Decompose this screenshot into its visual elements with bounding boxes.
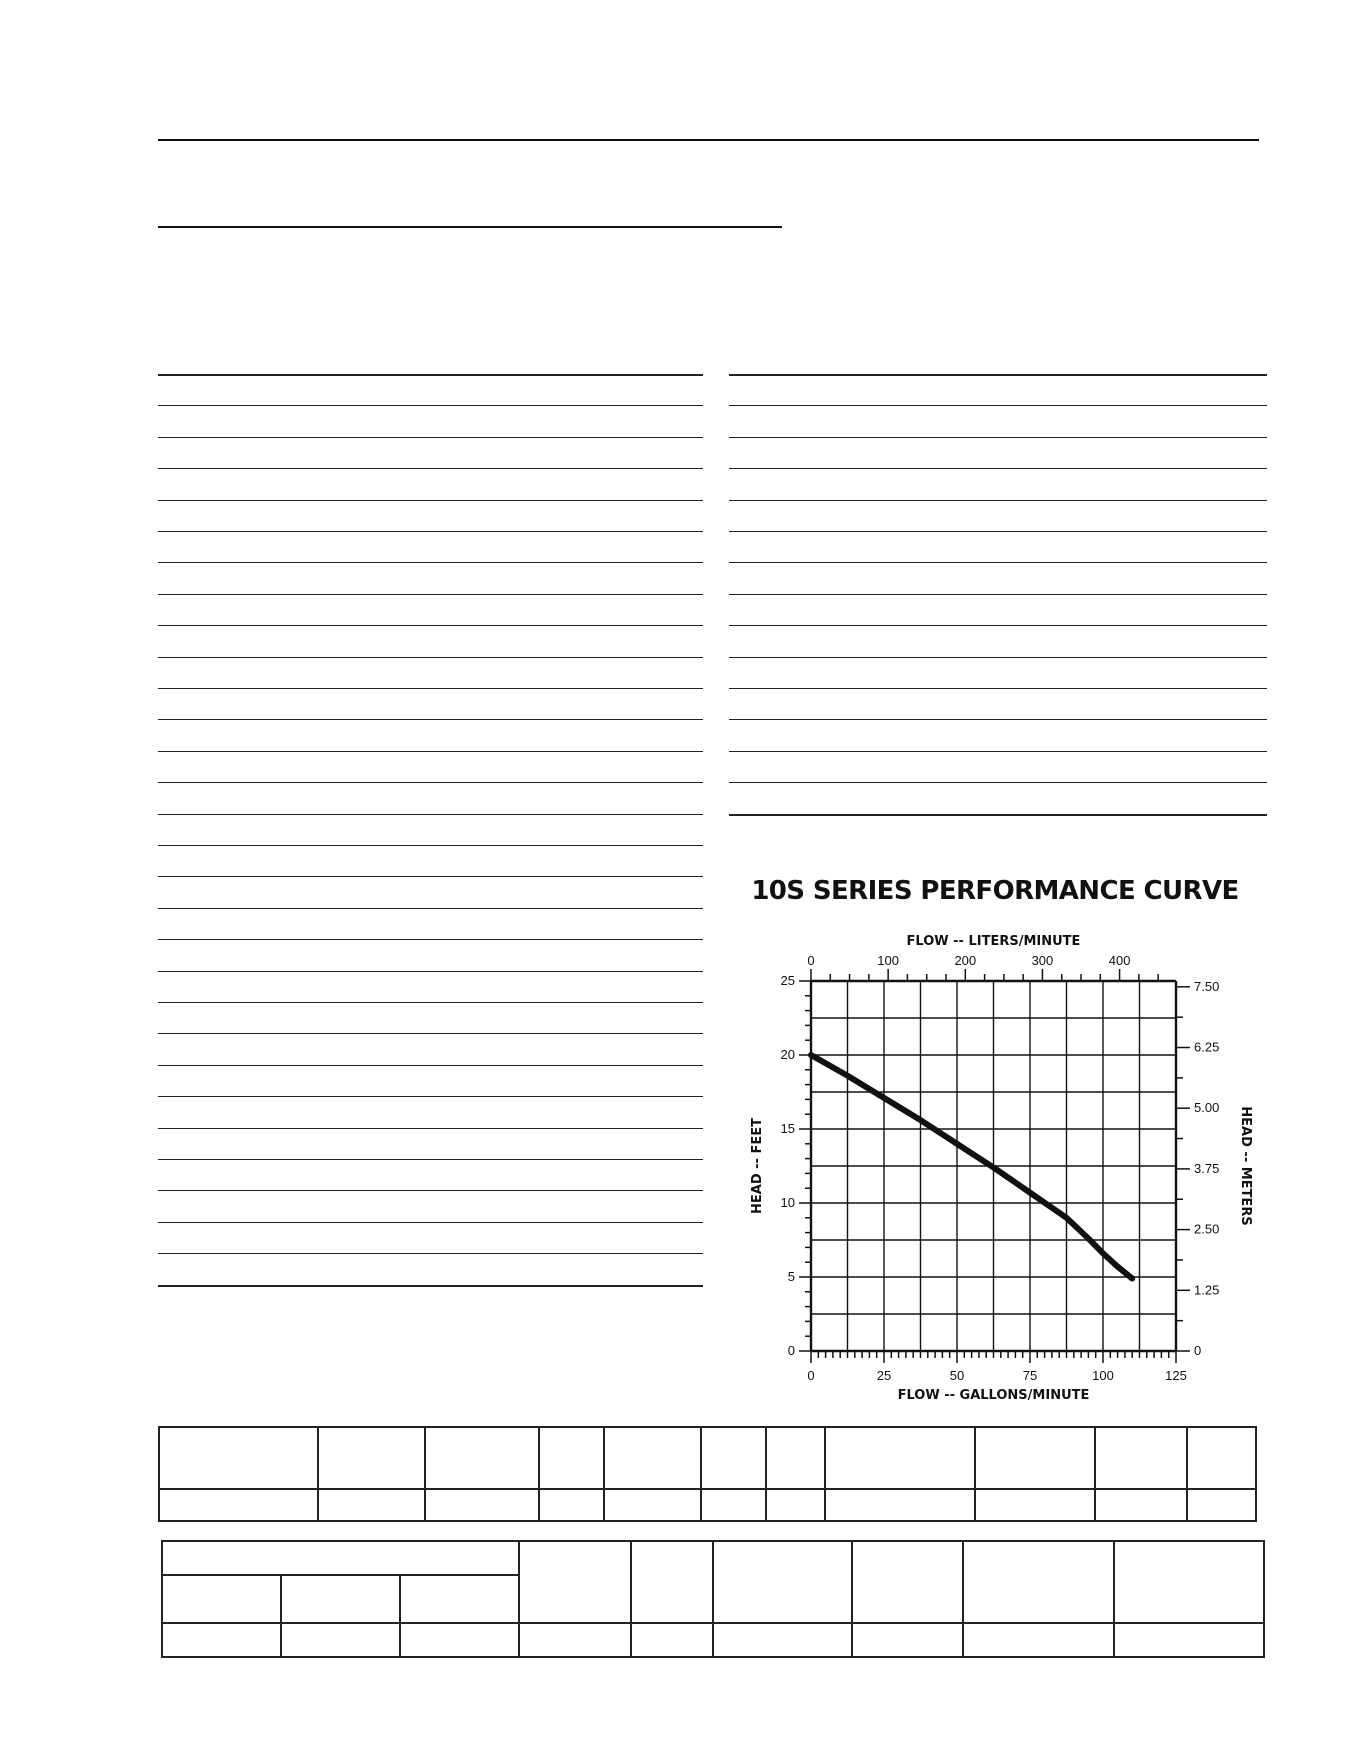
ruled-line <box>158 719 703 720</box>
y2-tick-label: 7.50 <box>1194 978 1220 994</box>
table-cell <box>701 1427 766 1489</box>
spec-table-1 <box>158 1426 1257 1522</box>
x2-axis-label: FLOW -- LITERS/MINUTE <box>906 934 1081 949</box>
y2-tick-label: 6.25 <box>1194 1039 1220 1055</box>
ruled-line <box>158 908 703 909</box>
ruled-line <box>158 939 703 940</box>
spec-table-1-data-row <box>159 1489 1256 1521</box>
ruled-line <box>729 405 1267 406</box>
table-cell <box>963 1623 1114 1657</box>
y-tick-label: 0 <box>787 1343 795 1358</box>
ruled-line <box>729 751 1267 752</box>
table-cell <box>519 1623 631 1657</box>
ruled-line <box>158 876 703 877</box>
ruled-line <box>729 782 1267 783</box>
ruled-line <box>158 1253 703 1254</box>
x-tick-label: 0 <box>807 1368 815 1383</box>
table-cell <box>1095 1489 1187 1521</box>
y2-tick-label: 5.00 <box>1194 1100 1220 1116</box>
y-tick-label: 25 <box>780 973 795 988</box>
table-cell <box>539 1489 604 1521</box>
y2-tick-label: 1.25 <box>1194 1282 1220 1298</box>
chart-series <box>811 1055 1132 1279</box>
ruled-line <box>158 751 703 752</box>
table-cell <box>281 1623 400 1657</box>
ruled-line <box>729 814 1267 816</box>
table-cell <box>539 1427 604 1489</box>
section-title-underline <box>158 226 782 228</box>
table-cell <box>159 1489 318 1521</box>
table-cell <box>631 1623 713 1657</box>
x-tick-label: 75 <box>1022 1368 1038 1383</box>
spec-table-2-group-row <box>162 1541 1264 1575</box>
x2-tick-label: 0 <box>807 953 815 968</box>
table-cell <box>975 1489 1095 1521</box>
ruled-line <box>158 1222 703 1223</box>
x-axis-label: FLOW -- GALLONS/MINUTE <box>897 1388 1090 1403</box>
table-cell <box>766 1427 825 1489</box>
table-cell <box>162 1541 519 1575</box>
ruled-line <box>158 1190 703 1191</box>
ruled-line <box>158 562 703 563</box>
y2-tick-label: 0 <box>1194 1343 1202 1358</box>
table-cell <box>975 1427 1095 1489</box>
y-axis-label: HEAD -- FEET <box>750 1118 765 1214</box>
y2-tick-label: 2.50 <box>1194 1221 1220 1237</box>
ruled-line <box>729 437 1267 438</box>
spec-table-2 <box>161 1540 1265 1658</box>
y2-axis-label: HEAD -- METERS <box>1238 1106 1253 1226</box>
ruled-line <box>158 405 703 406</box>
ruled-line <box>158 1128 703 1129</box>
table-cell <box>425 1427 539 1489</box>
table-cell <box>713 1541 852 1623</box>
ruled-line <box>158 374 703 376</box>
x2-tick-label: 300 <box>1031 953 1054 968</box>
table-cell <box>281 1575 400 1623</box>
ruled-line <box>729 374 1267 376</box>
parts-list-left <box>158 374 703 1284</box>
table-cell <box>400 1623 519 1657</box>
table-cell <box>1114 1623 1264 1657</box>
table-cell <box>701 1489 766 1521</box>
ruled-line <box>729 688 1267 689</box>
ruled-line <box>158 1033 703 1034</box>
performance-curve-line <box>811 1055 1132 1279</box>
table-cell <box>1187 1489 1256 1521</box>
ruled-line <box>158 1002 703 1003</box>
table-cell <box>766 1489 825 1521</box>
x-tick-label: 125 <box>1165 1368 1187 1383</box>
table-cell <box>852 1541 963 1623</box>
x2-tick-label: 200 <box>954 953 977 968</box>
ruled-line <box>158 1096 703 1097</box>
ruled-line <box>158 625 703 626</box>
ruled-line <box>158 594 703 595</box>
chart-title: 10S SERIES PERFORMANCE CURVE <box>751 876 1239 906</box>
ruled-line <box>158 971 703 972</box>
ruled-line <box>158 688 703 689</box>
table-cell <box>604 1489 701 1521</box>
table-cell <box>318 1489 425 1521</box>
ruled-line <box>729 625 1267 626</box>
x2-tick-label: 400 <box>1108 953 1131 968</box>
ruled-line <box>158 657 703 658</box>
table-cell <box>713 1623 852 1657</box>
ruled-line <box>158 468 703 469</box>
table-cell <box>825 1489 975 1521</box>
table-cell <box>604 1427 701 1489</box>
x-tick-label: 25 <box>876 1368 892 1383</box>
ruled-line <box>158 814 703 815</box>
spec-table-2-data-row <box>162 1623 1264 1657</box>
y-tick-label: 20 <box>780 1047 795 1062</box>
x2-tick-label: 100 <box>877 953 899 968</box>
table-cell <box>400 1575 519 1623</box>
y-tick-label: 5 <box>787 1269 795 1284</box>
ruled-line <box>158 531 703 532</box>
table-cell <box>318 1427 425 1489</box>
ruled-line <box>729 719 1267 720</box>
table-cell <box>631 1541 713 1623</box>
ruled-line <box>158 1285 703 1287</box>
table-cell <box>425 1489 539 1521</box>
ruled-line <box>158 437 703 438</box>
table-cell <box>963 1541 1114 1623</box>
table-cell <box>519 1541 631 1623</box>
ruled-line <box>158 845 703 846</box>
ruled-line <box>729 500 1267 501</box>
x-tick-label: 100 <box>1092 1368 1114 1383</box>
ruled-line <box>729 594 1267 595</box>
table-cell <box>162 1575 281 1623</box>
spec-table-1-header-row <box>159 1427 1256 1489</box>
table-cell <box>852 1623 963 1657</box>
table-cell <box>1095 1427 1187 1489</box>
y2-tick-label: 3.75 <box>1194 1160 1220 1176</box>
ruled-line <box>158 782 703 783</box>
table-cell <box>825 1427 975 1489</box>
parts-list-right <box>729 374 1267 814</box>
x-tick-label: 50 <box>949 1368 965 1383</box>
y-tick-label: 15 <box>780 1121 795 1136</box>
ruled-line <box>158 500 703 501</box>
ruled-line <box>158 1065 703 1066</box>
ruled-line <box>729 468 1267 469</box>
ruled-line <box>729 562 1267 563</box>
header-rule <box>158 139 1259 141</box>
ruled-line <box>729 657 1267 658</box>
performance-curve-chart <box>735 920 1255 1420</box>
y-tick-label: 10 <box>780 1195 795 1210</box>
ruled-line <box>729 531 1267 532</box>
table-cell <box>162 1623 281 1657</box>
table-cell <box>1114 1541 1264 1623</box>
ruled-line <box>158 1159 703 1160</box>
table-cell <box>1187 1427 1256 1489</box>
table-cell <box>159 1427 318 1489</box>
